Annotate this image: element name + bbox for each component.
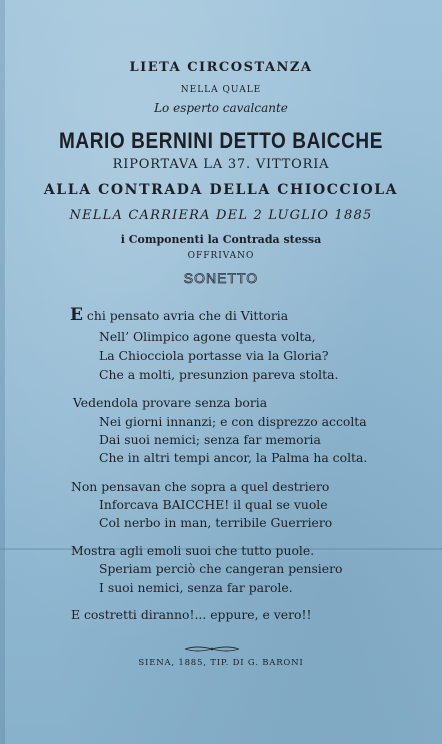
verse-line: I suoi nemici, senza far parole.: [99, 580, 293, 595]
verse-line: Nell’ Olimpico agone questa volta,: [99, 329, 316, 344]
header-nella-quale: NELLA QUALE: [180, 85, 262, 95]
verse-line: Che in altri tempi ancor, la Palma ha colta.: [99, 450, 368, 465]
header-contrada: ALLA CONTRADA DELLA CHIOCCIOLA: [43, 182, 399, 198]
verse-line: Inforcava BAICCHE! il qual se vuole: [99, 497, 328, 512]
header-carriera-date: NELLA CARRIERA DEL 2 LUGLIO 1885: [69, 208, 373, 223]
header-offrivano: OFFRIVANO: [187, 251, 255, 261]
verse-line: Speriam perciò che cangeran pensiero: [99, 561, 343, 576]
verse-line: La Chiocciola portasse via la Gloria?: [99, 348, 329, 363]
closing-verse: E costretti diranno!... eppure, e vero!!: [71, 607, 312, 622]
verse-line-rest: chi pensato avria che di Vittoria: [82, 308, 289, 323]
section-title-sonetto: SONETTO: [183, 270, 259, 286]
header-jockey-name: MARIO BERNINI DETTO BAICCHE: [58, 129, 384, 154]
header-esperto-cavalcante: Lo esperto cavalcante: [154, 101, 288, 115]
drop-cap: E: [70, 305, 83, 325]
verse-line: Non pensavan che sopra a quel destriero: [71, 479, 330, 494]
printer-imprint: SIENA, 1885, TIP. DI G. BARONI: [138, 658, 304, 668]
verse-line: [70, 305, 288, 325]
verse-line: Col nerbo in man, terribile Guerriero: [99, 515, 333, 530]
verse-line: Mostra agli emoli suoi che tutto puole.: [71, 543, 315, 558]
header-riportava: RIPORTAVA LA 37. VITTORIA: [112, 157, 330, 172]
header-lieta-circostanza: LIETA CIRCOSTANZA: [129, 60, 313, 75]
verse-line: Nei giorni innanzi; e con disprezzo accolta: [99, 414, 367, 429]
divider-ornament-icon: [183, 645, 241, 653]
verse-line: Vedendola provare senza boria: [73, 395, 268, 410]
header-componenti: i Componenti la Contrada stessa: [120, 233, 322, 246]
verse-line: Che a molti, presunzion pareva stolta.: [99, 367, 339, 382]
verse-line: Dai suoi nemici; senza far memoria: [99, 432, 321, 447]
